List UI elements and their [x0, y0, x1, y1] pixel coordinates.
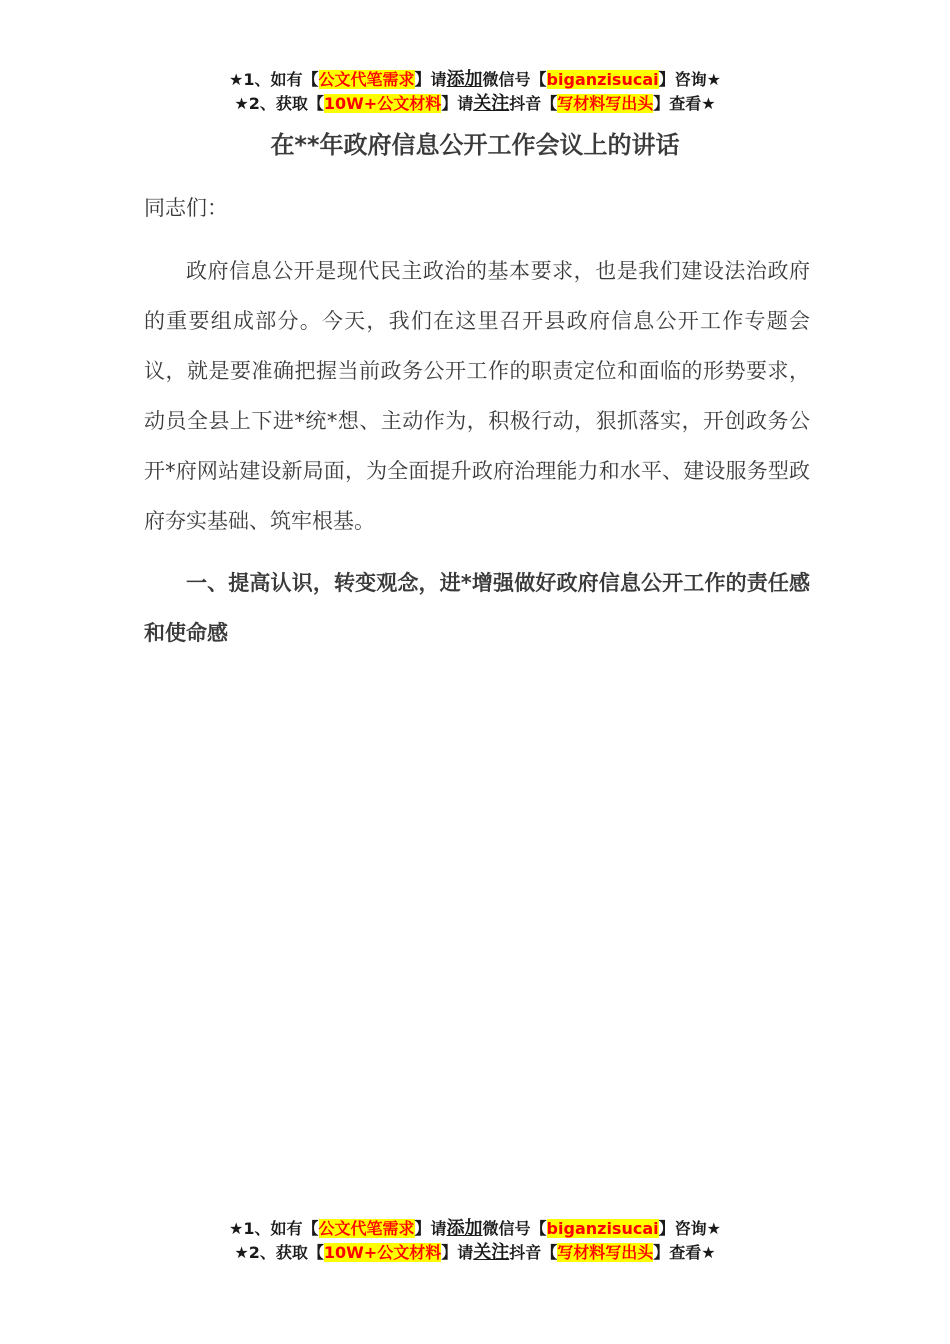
promo-text: 】查看★	[653, 1243, 716, 1262]
promo-highlight-wechat-id: biganzisucai	[546, 1219, 659, 1238]
section-heading: 一、提高认识，转变观念，进*增强做好政府信息公开工作的责任感和使命感	[144, 571, 810, 645]
salutation: 同志们：	[144, 196, 228, 220]
promo-text: 抖音【	[509, 94, 558, 113]
promo-text: 微信号【	[482, 70, 547, 89]
promo-text: ★1、如有【	[229, 1219, 319, 1238]
promo-underlined: 添加	[446, 69, 483, 90]
promo-highlight-wechat-id: biganzisucai	[546, 70, 659, 89]
promo-highlight: 公文代笔需求	[318, 70, 415, 89]
promo-line-1	[0, 68, 950, 92]
promo-line-2	[0, 1241, 950, 1265]
promo-highlight-douyin: 写材料写出头	[557, 1243, 654, 1262]
promo-banner-bottom	[0, 1217, 950, 1265]
promo-text: 】请	[414, 70, 447, 89]
promo-banner-top	[0, 68, 950, 116]
body-paragraph: 政府信息公开是现代民主政治的基本要求，也是我们建设法治政府的重要组成部分。今天，我们在这里召开县政府信息公开工作专题会议，就是要准确把握当前政务公开工作的职责定位和面临的形势要求，动员全县上下进*统*想、主动作为，积极行动，狠抓落实，开创政务公开*府网站建设新局面，为全面提升政府治理能力和水平、建设服务型政府夯实基础、筑牢根基。	[144, 259, 810, 533]
promo-highlight: 10W+公文材料	[323, 94, 442, 113]
promo-text: 】请	[441, 1243, 474, 1262]
promo-text: 】咨询★	[658, 1219, 721, 1238]
promo-highlight-douyin: 写材料写出头	[557, 94, 654, 113]
promo-text: 微信号【	[482, 1219, 547, 1238]
promo-text: ★2、获取【	[234, 1243, 324, 1262]
promo-text: 】查看★	[653, 94, 716, 113]
promo-text: 抖音【	[509, 1243, 558, 1262]
promo-underlined: 关注	[473, 1242, 510, 1263]
promo-highlight: 10W+公文材料	[323, 1243, 442, 1262]
promo-line-2	[0, 92, 950, 116]
promo-text: ★1、如有【	[229, 70, 319, 89]
document-title: 在**年政府信息公开工作会议上的讲话	[270, 131, 680, 159]
promo-text: 】咨询★	[658, 70, 721, 89]
promo-line-1	[0, 1217, 950, 1241]
promo-text: 】请	[414, 1219, 447, 1238]
promo-highlight: 公文代笔需求	[318, 1219, 415, 1238]
promo-underlined: 添加	[446, 1218, 483, 1239]
promo-text: 】请	[441, 94, 474, 113]
promo-underlined: 关注	[473, 93, 510, 114]
promo-text: ★2、获取【	[234, 94, 324, 113]
